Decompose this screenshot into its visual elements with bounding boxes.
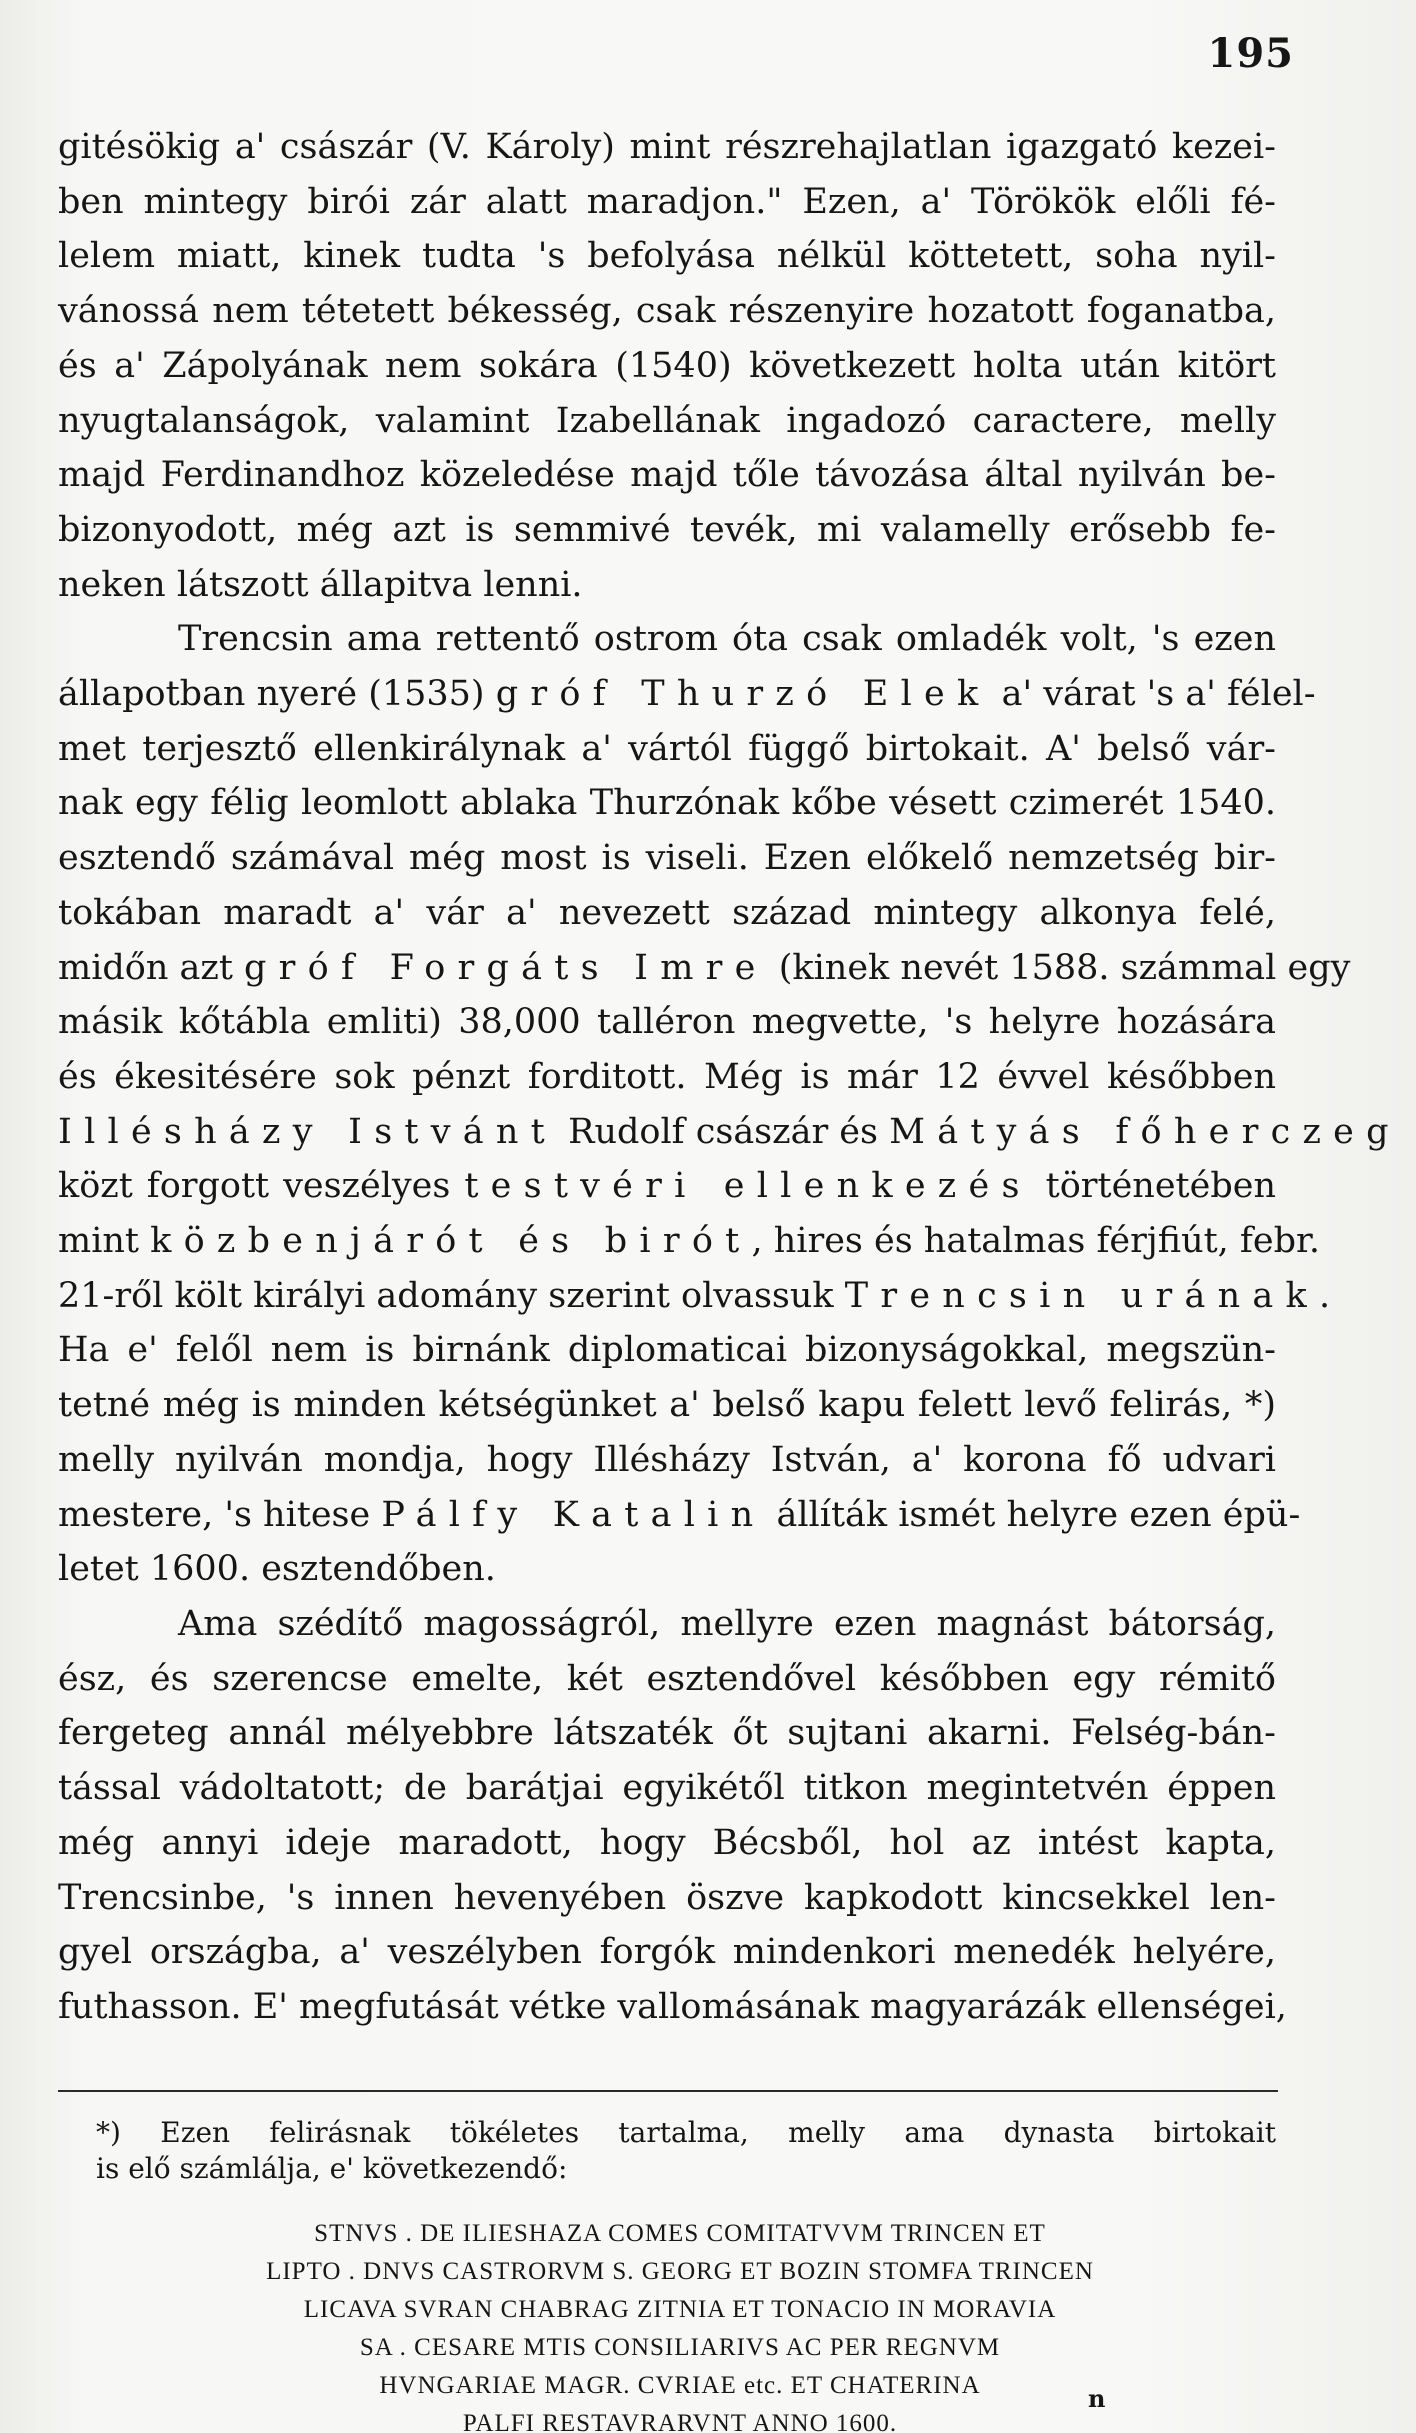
text-line <box>58 1652 1276 1707</box>
body-text <box>58 120 1401 2035</box>
text-line <box>58 1816 1276 1871</box>
text-segment: melly nyilván mondja, hogy Illésházy István, a' korona fő udvari <box>58 1439 1276 1480</box>
text-segment: mestere, 's hitese <box>58 1494 382 1535</box>
text-line <box>58 1925 1276 1980</box>
text-segment: tással vádoltatott; de barátjai egyikétől titkon megintetvén éppen <box>58 1768 1276 1809</box>
text-line <box>58 394 1276 449</box>
text-segment: és ékesitésére sok pénzt forditott. Még is már 12 évvel későbben <box>58 1056 1276 1097</box>
text-line <box>58 1980 1287 2035</box>
text-segment: (kinek nevét 1588. számmal egy <box>767 947 1351 988</box>
spaced-name: Trencsin urának <box>844 1275 1320 1316</box>
text-segment: másik kőtábla emliti) 38,000 talléron megvette, 's helyre hozására <box>58 1002 1276 1043</box>
inscription-line: HVNGARIAE MAGR. CVRIAE etc. ET CHATERINA <box>379 2372 981 2399</box>
text-line <box>58 886 1276 941</box>
text-segment: állíták ismét helyre ezen épü- <box>765 1494 1301 1535</box>
text-line <box>58 339 1276 394</box>
text-line <box>58 995 1276 1050</box>
text-segment: történetében <box>1031 1166 1276 1207</box>
text-segment: vánossá nem tétetett békesség, csak részenyire hozatott foganatba, <box>58 291 1276 332</box>
text-line <box>58 1542 1276 1597</box>
footnote-line: is elő számlálja, e' következendő: <box>96 2152 568 2185</box>
inscription <box>70 2215 1290 2433</box>
text-segment: . <box>1319 1275 1331 1316</box>
text-segment: gitésökig a' császár (V. Károly) mint részrehajlatlan igazgató kezei- <box>58 127 1276 167</box>
text-line <box>58 1433 1276 1488</box>
text-segment: 21-ről költ királyi adomány szerint olvassuk <box>58 1275 845 1316</box>
text-segment: ész, és szerencse emelte, két esztendővel későbben egy rémitő <box>58 1658 1276 1699</box>
text-segment: Ama szédítő magosságról, mellyre ezen magnást bátorság, <box>178 1603 1276 1644</box>
text-segment: bizonyodott, még azt is semmivé tevék, mi valamelly erősebb fe- <box>58 509 1276 550</box>
text-segment: nyugtalanságok, valamint Izabellának ingadozó caractere, melly <box>58 400 1276 441</box>
text-line <box>58 448 1276 503</box>
text-line <box>58 1378 1276 1433</box>
spaced-name: Pálfy Katalin <box>381 1494 766 1535</box>
text-line <box>58 1050 1276 1105</box>
text-segment: Rudolf császár és <box>556 1111 890 1152</box>
text-segment: állapotban nyeré (1535) <box>58 674 496 715</box>
text-line <box>58 1323 1276 1378</box>
spaced-name: Illésházy Istvánt <box>58 1111 557 1152</box>
text-line <box>58 1488 1301 1543</box>
inscription-line: LICAVA SVRAN CHABRAG ZITNIA ET TONACIO IN MORAVIA <box>303 2296 1057 2323</box>
text-segment: gyel országba, a' veszélyben forgók mindenkori menedék helyére, <box>58 1932 1276 1973</box>
text-line <box>58 1706 1276 1761</box>
text-line <box>58 1105 1401 1160</box>
text-segment: közt forgott veszélyes <box>58 1166 465 1207</box>
text-segment: és a' Zápolyának nem sokára (1540) következett holta után kitört <box>58 345 1276 386</box>
text-segment: tetné még is minden kétségünket a' belső kapu felett levő felirás, *) <box>58 1385 1276 1426</box>
text-line <box>58 120 1276 175</box>
text-segment: esztendő számával még most is viseli. Ezen előkelő nemzetség bir- <box>58 838 1276 879</box>
inscription-line: STNVS . DE ILIESHAZA COMES COMITATVVM TRINCEN ET <box>314 2220 1046 2247</box>
text-line <box>58 612 1276 667</box>
printer-signature-mark: n <box>1088 2384 1106 2413</box>
inscription-line: SA . CESARE MTIS CONSILIARIVS AC PER REGNVM <box>359 2334 1001 2361</box>
text-segment: neken látszott állapitva lenni. <box>58 564 583 605</box>
text-segment: tokában maradt a' vár a' nevezett század mintegy alkonya felé, <box>58 892 1276 933</box>
text-line <box>58 229 1276 284</box>
text-line <box>58 1761 1276 1816</box>
text-line <box>58 1214 1321 1269</box>
text-segment: Trencsin ama rettentő ostrom óta csak omladék volt, 's ezen <box>178 619 1276 660</box>
spaced-name: gróf Thurzó Elek <box>495 674 991 715</box>
text-segment: letet 1600. esztendőben. <box>58 1549 496 1590</box>
text-segment: , hires és hatalmas férjfiút, febr. <box>751 1221 1321 1262</box>
inscription-line: LIPTO . DNVS CASTRORVM S. GEORG ET BOZIN STOMFA TRINCEN <box>266 2258 1094 2285</box>
text-line <box>58 503 1276 558</box>
text-segment: Trencsinbe, 's innen hevenyében öszve kapkodott kincsekkel len- <box>58 1877 1276 1918</box>
text-line <box>58 776 1276 831</box>
text-segment: futhasson. E' megfutását vétke vallomásának magyarázák ellenségei, <box>58 1986 1287 2027</box>
spaced-name: gróf Forgáts Imre <box>244 947 768 988</box>
text-segment: ben mintegy birói zár alatt maradjon." Ezen, a' Törökök előli fé- <box>58 181 1276 222</box>
text-segment: midőn azt <box>58 947 245 988</box>
spaced-name: közbenjárót és birót <box>150 1221 752 1262</box>
text-line <box>58 284 1276 339</box>
text-line <box>58 667 1316 722</box>
text-line <box>58 1269 1331 1324</box>
text-line <box>58 1871 1276 1926</box>
footnote <box>96 2115 1276 2187</box>
text-line <box>58 175 1276 230</box>
text-segment: nak egy félig leomlott ablaka Thurzónak kőbe vésett czimerét 1540. <box>58 783 1276 824</box>
text-segment: Ha e' felől nem is birnánk diplomaticai bizonyságokkal, megszün- <box>58 1330 1276 1371</box>
text-segment: mint <box>58 1221 151 1262</box>
spaced-name: testvéri ellenkezés <box>464 1166 1032 1207</box>
text-line <box>58 1159 1276 1214</box>
text-line <box>58 722 1276 777</box>
text-line <box>58 831 1276 886</box>
spaced-name: Mátyás főherczeg <box>889 1111 1401 1152</box>
text-line <box>58 1597 1276 1652</box>
text-segment: met terjesztő ellenkirálynak a' vártól függő birtokait. A' belső vár- <box>58 728 1276 769</box>
text-segment: még annyi ideje maradott, hogy Bécsből, hol az intést kapta, <box>58 1822 1276 1863</box>
footnote-line: *) Ezen felirásnak tökéletes tartalma, melly ama dynasta birtokait <box>96 2116 1276 2149</box>
inscription-line: PALFI RESTAVRARVNT ANNO 1600. <box>462 2410 898 2433</box>
text-segment: fergeteg annál mélyebbre látszaték őt sujtani akarni. Felség-bán- <box>58 1713 1276 1754</box>
page-number: 195 <box>1207 30 1294 77</box>
text-line <box>58 558 1276 613</box>
text-segment: lelem miatt, kinek tudta 's befolyása nélkül köttetett, soha nyil- <box>58 236 1276 277</box>
footnote-rule <box>58 2090 1278 2092</box>
text-segment: a' várat 's a' félel- <box>990 674 1316 715</box>
text-segment: majd Ferdinandhoz közeledése majd tőle távozása által nyilván be- <box>58 455 1276 496</box>
text-line <box>58 941 1351 996</box>
